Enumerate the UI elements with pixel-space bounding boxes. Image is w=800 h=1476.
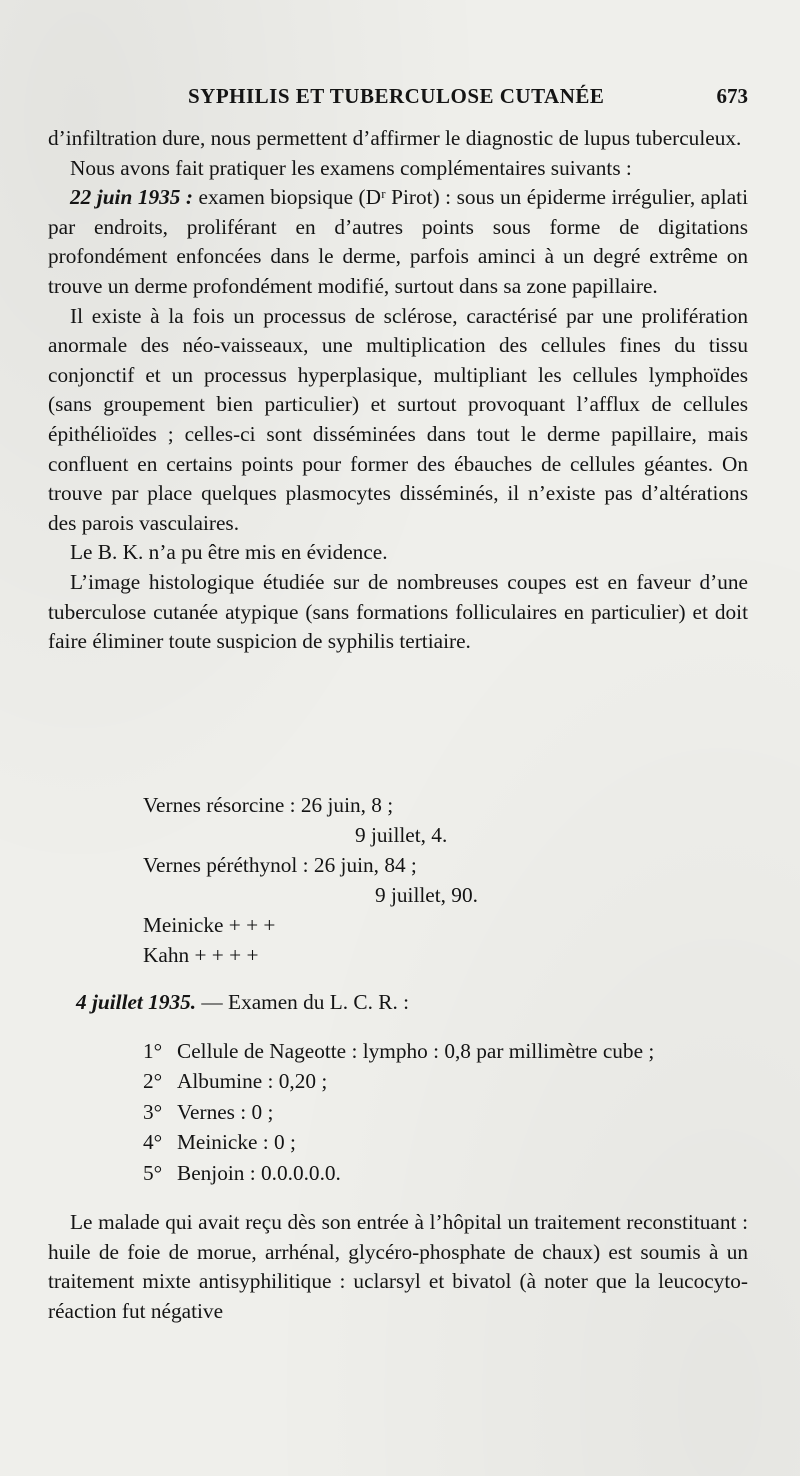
vernes-perethynol-line: Vernes péréthynol : 26 juin, 84 ; xyxy=(143,853,417,877)
vernes-perethynol-cont: 9 juillet, 90. xyxy=(375,883,478,907)
list-item-number: 4° xyxy=(143,1130,163,1155)
lcr-exam-heading xyxy=(76,990,409,1015)
page-number: 673 xyxy=(716,84,748,108)
lcr-exam-date: 4 juillet 1935. xyxy=(76,990,197,1014)
paragraph-conclusion: L’image histologique étudiée sur de nombreuses coupes est en faveur d’une tuberculose cutanée atypique (sans formations folliculaires en particulier) et doit faire éliminer toute suspicion de syphilis tertiaire. xyxy=(48,569,748,654)
list-item-number: 3° xyxy=(143,1099,163,1124)
kahn-line: Kahn + + + + xyxy=(143,943,259,967)
list-item-number: 5° xyxy=(143,1160,163,1185)
list-item-text: Cellule de Nageotte : lympho : 0,8 par millimètre cube ; xyxy=(177,1039,655,1063)
treatment-text xyxy=(48,1208,748,1326)
serology-results xyxy=(143,790,663,970)
list-item-number: 1° xyxy=(143,1039,163,1063)
list-item-text: Vernes : 0 ; xyxy=(177,1099,274,1124)
list-item xyxy=(143,1158,763,1188)
vernes-resorcine-line: Vernes résorcine : 26 juin, 8 ; xyxy=(143,793,394,817)
vernes-resorcine-cont: 9 juillet, 4. xyxy=(355,823,448,847)
biopsy-date: 22 juin 1935 : xyxy=(70,185,194,210)
list-item xyxy=(143,1036,763,1066)
main-text xyxy=(48,124,748,657)
meinicke-line: Meinicke + + + xyxy=(143,913,276,937)
list-item-text: Albumine : 0,20 ; xyxy=(177,1069,328,1094)
paragraph-treatment: Le malade qui avait reçu dès son entrée à l’hôpital un traitement reconstituant : huile de foie de morue, arrhénal, glycéro-phosphate de chaux) est soumis à un traitement mixte antisyphilitique : uclarsyl et bivatol (à noter que la leucocyto-réaction fut négative xyxy=(48,1210,748,1323)
list-item-number: 2° xyxy=(143,1069,163,1094)
list-item xyxy=(143,1097,763,1127)
paragraph-bk: Le B. K. n’a pu être mis en évidence. xyxy=(70,540,388,565)
list-item xyxy=(143,1066,763,1096)
paragraph-exams-intro: Nous avons fait pratiquer les examens complémentaires suivants : xyxy=(70,155,632,180)
paragraph-histology: Il existe à la fois un processus de sclérose, caractérisé par une prolifération anormale des néo-vaisseaux, une multiplication des cellules fines du tissu conjonctif et un processus hyperplasique, multipliant les cellules lymphoïdes (sans groupement bien particulier) et surtout provoquant l’afflux de cellules épithélioïdes ; celles-ci sont disséminées dans tout le derme papillaire, mais confluent en certains points pour former des ébauches de cellules géantes. On trouve par place quelques plasmocytes disséminés, il n’existe pas d’altérations des parois vasculaires. xyxy=(48,303,748,535)
paragraph-diagnosis: d’infiltration dure, nous permettent d’affirmer le diagnostic de lupus tuberculeux. xyxy=(48,126,742,150)
biopsy-text: examen biopsique (Dʳ Pirot) : sous un épiderme irrégulier, aplati par endroits, proliférant en d’autres points sous forme de digitations profondément enfoncées dans le derme, parfois aminci à un degré extrême on trouve un derme profondément modifié, surtout dans sa zone papillaire. xyxy=(48,185,748,298)
running-header xyxy=(48,84,748,114)
list-item xyxy=(143,1127,763,1157)
lcr-exam-title: — Examen du L. C. R. : xyxy=(196,990,410,1014)
list-item-text: Benjoin : 0.0.0.0.0. xyxy=(177,1160,341,1185)
running-title: SYPHILIS ET TUBERCULOSE CUTANÉE xyxy=(188,84,605,108)
list-item-text: Meinicke : 0 ; xyxy=(177,1130,296,1155)
lcr-results-list xyxy=(143,1036,763,1188)
paragraph-biopsy xyxy=(48,183,748,301)
